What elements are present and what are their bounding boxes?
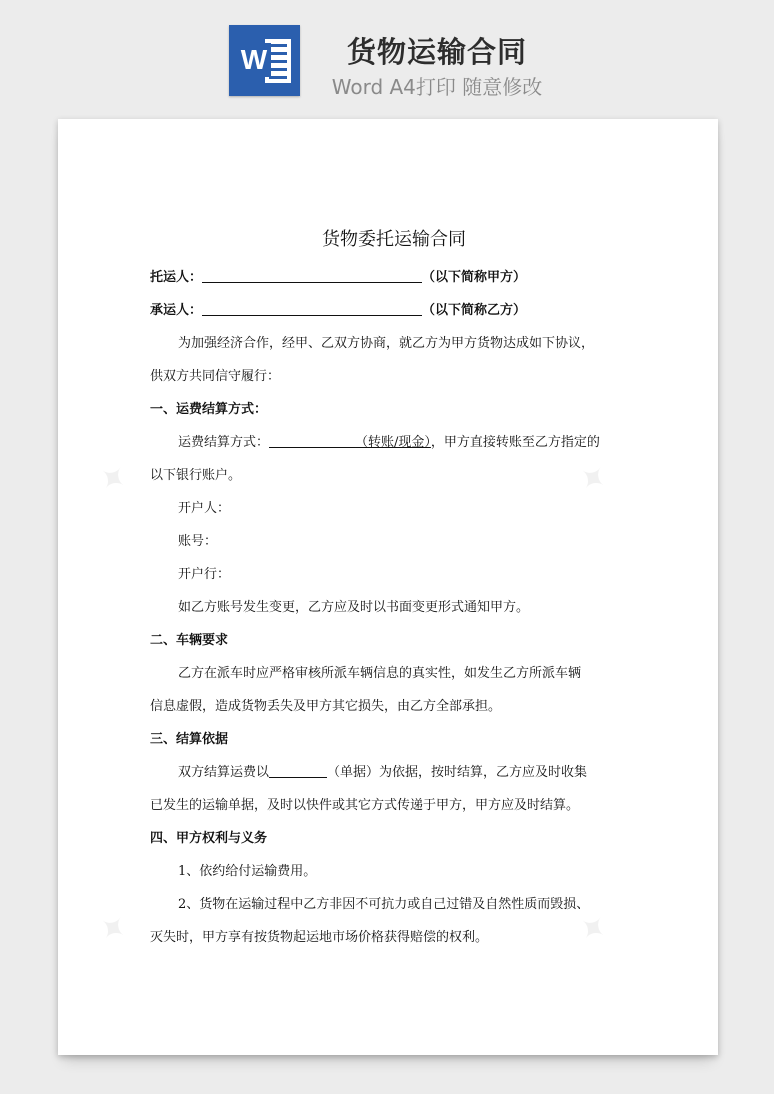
banner-subtitle: Word A4打印 随意修改 — [331, 75, 543, 99]
settlement-blank[interactable] — [269, 763, 327, 778]
watermark: ✦ — [569, 904, 616, 954]
settlement-text: （单据）为依据，按时结算，乙方应及时收集 — [327, 765, 588, 780]
document-page — [58, 119, 718, 1055]
consignor-line — [150, 261, 638, 294]
payment-method-label: 运费结算方式： — [178, 435, 270, 450]
carrier-suffix: （以下简称乙方） — [422, 303, 527, 318]
section-heading: 一、运费结算方式： — [150, 402, 268, 417]
paragraph-line: 灭失时，甲方享有按货物起运地市场价格获得赔偿的权利。 — [150, 930, 489, 945]
header-banner — [0, 0, 774, 112]
consignor-label: 托运人： — [150, 270, 203, 285]
intro-line: 为加强经济合作，经甲、乙双方协商，就乙方为甲方货物达成如下协议， — [178, 336, 595, 351]
consignor-suffix: （以下简称甲方） — [422, 270, 527, 285]
section-heading: 二、车辆要求 — [150, 633, 229, 648]
watermark: ✦ — [569, 454, 616, 504]
settlement-text: 双方结算运费以 — [178, 765, 270, 780]
carrier-label: 承运人： — [150, 303, 203, 318]
word-letter: W — [237, 43, 271, 77]
paragraph-line: 以下银行账户。 — [150, 468, 242, 483]
list-item: 2、货物在运输过程中乙方非因不可抗力或自己过错及自然性质而毁损、 — [178, 897, 590, 912]
contract-title: 货物委托运输合同 — [322, 229, 466, 250]
settlement-line — [150, 756, 638, 789]
account-number-field: 账号： — [178, 534, 218, 549]
section-heading: 三、结算依据 — [150, 732, 229, 747]
intro-line: 供双方共同信守履行： — [150, 369, 281, 384]
section-heading: 四、甲方权利与义务 — [150, 831, 268, 846]
list-item: 1、依约给付运输费用。 — [178, 864, 317, 879]
contract-body — [150, 227, 638, 954]
paragraph-line: 乙方在派车时应严格审核所派车辆信息的真实性，如发生乙方所派车辆 — [178, 666, 582, 681]
watermark: ✦ — [89, 454, 136, 504]
paragraph-line: 已发生的运输单据，及时以快件或其它方式传递于甲方，甲方应及时结算。 — [150, 798, 580, 813]
paragraph-line: 如乙方账号发生变更，乙方应及时以书面变更形式通知甲方。 — [178, 600, 530, 615]
watermark: ✦ — [89, 904, 136, 954]
payment-method-line — [150, 426, 638, 459]
payment-method-rest: ，甲方直接转账至乙方指定的 — [430, 435, 600, 450]
bank-field: 开户行： — [178, 567, 231, 582]
payment-method-blank[interactable] — [269, 433, 355, 448]
carrier-line — [150, 294, 638, 327]
banner-title: 货物运输合同 — [346, 35, 527, 69]
consignor-blank[interactable] — [202, 268, 422, 283]
payment-method-paren: （转账/现金） — [355, 435, 431, 450]
account-holder-field: 开户人： — [178, 501, 231, 516]
word-icon — [229, 25, 300, 96]
carrier-blank[interactable] — [202, 301, 422, 316]
paragraph-line: 信息虚假，造成货物丢失及甲方其它损失，由乙方全部承担。 — [150, 699, 502, 714]
